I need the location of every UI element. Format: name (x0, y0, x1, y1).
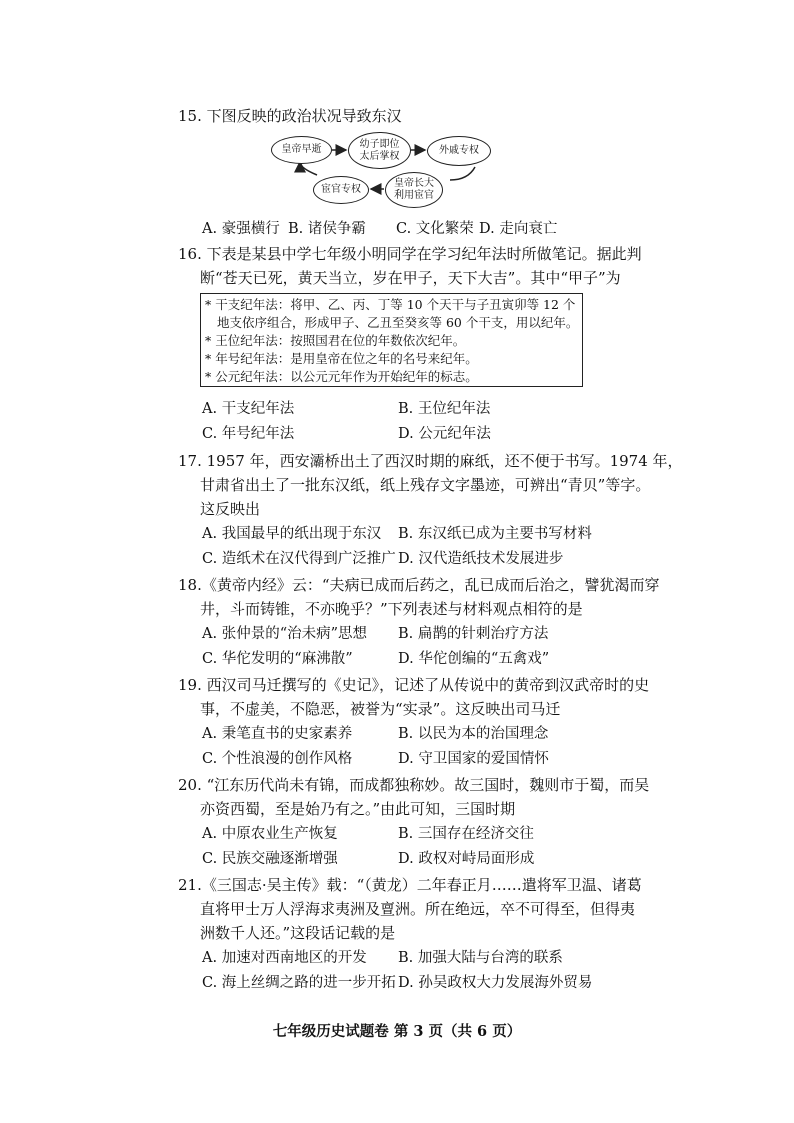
q16-stem-line2: 断“苍天已死，黄天当立，岁在甲子，天下大吉”。其中“甲子”为 (200, 269, 621, 287)
q16-stem-line1: 16. 下表是某县中学七年级小明同学在学习纪年法时所做笔记。据此判 (178, 245, 642, 263)
q20-stem-line2: 亦资西蜀，至是始乃有之。”由此可知，三国时期 (200, 800, 516, 818)
q18-option-d[interactable]: D. 华佗创编的“五禽戏” (398, 651, 550, 667)
q16-option-b[interactable]: B. 王位纪年法 (398, 401, 491, 417)
q17-stem-line1: 17. 1957 年，西安灞桥出土了西汉时期的麻纸，还不便于书写。1974 年， (178, 452, 683, 470)
q15-option-d[interactable]: D. 走向衰亡 (479, 221, 558, 237)
q17-option-d[interactable]: D. 汉代造纸技术发展进步 (398, 551, 564, 567)
q18-option-b[interactable]: B. 扁鹊的针刺治疗方法 (398, 626, 549, 642)
q17-stem-line2: 甘肃省出土了一批东汉纸，纸上残存文字墨迹，可辨出“青贝”等字。 (200, 476, 651, 494)
q17-option-a[interactable]: A. 我国最早的纸出现于东汉 (202, 526, 382, 542)
q18-option-a[interactable]: A. 张仲景的“治未病”思想 (202, 626, 368, 642)
note-line: * 年号纪年法：是用皇帝在位之年的名号来纪年。 (205, 351, 478, 366)
q20-option-b[interactable]: B. 三国存在经济交往 (398, 826, 534, 842)
q19-option-b[interactable]: B. 以民为本的治国理念 (398, 726, 549, 742)
q20-option-c[interactable]: C. 民族交融逐渐增强 (202, 851, 338, 867)
q18-stem-line2: 井，斗而铸锥，不亦晚乎？”下列表述与材料观点相符的是 (200, 600, 583, 618)
q20-option-a[interactable]: A. 中原农业生产恢复 (202, 826, 338, 842)
q16-option-d[interactable]: D. 公元纪年法 (398, 426, 491, 442)
diagram-node-eunuch-power: 宦官专权 (313, 176, 369, 204)
q19-stem-line2: 事，不虚美，不隐恶，被誉为“实录”。这反映出司马迁 (200, 700, 561, 718)
q15-option-c[interactable]: C. 文化繁荣 (396, 221, 474, 237)
q21-option-c[interactable]: C. 海上丝绸之路的进一步开拓 (202, 975, 396, 991)
diagram-node-emperor-uses-eunuchs: 皇帝长大 利用宦官 (385, 172, 443, 208)
q19-option-d[interactable]: D. 守卫国家的爱国情怀 (398, 751, 549, 767)
q17-option-c[interactable]: C. 造纸术在汉代得到广泛推广 (202, 551, 396, 567)
q15-stem: 15. 下图反映的政治状况导致东汉 (178, 107, 402, 125)
q16-notes-box (200, 293, 583, 387)
q19-option-a[interactable]: A. 秉笔直书的史家素养 (202, 726, 353, 742)
q21-stem-line3: 洲数千人还。”这段话记载的是 (200, 924, 396, 942)
q21-stem-line1: 21.《三国志·吴主传》载：“（黄龙）二年春正月……遣将军卫温、诸葛 (178, 876, 642, 894)
q21-option-d[interactable]: D. 孙吴政权大力发展海外贸易 (398, 975, 593, 991)
q18-option-c[interactable]: C. 华佗发明的“麻沸散” (202, 651, 353, 667)
note-line: * 王位纪年法：按照国君在位的年数依次纪年。 (205, 333, 466, 348)
note-line: * 公元纪年法：以公元元年作为开始纪年的标志。 (205, 369, 478, 384)
note-line: * 干支纪年法：将甲、乙、丙、丁等 10 个天干与子丑寅卯等 12 个 (205, 297, 576, 312)
q20-stem-line1: 20. “江东历代尚未有锦，而成都独称妙。故三国时，魏则市于蜀，而吴 (178, 776, 650, 794)
q17-option-b[interactable]: B. 东汉纸已成为主要书写材料 (398, 526, 592, 542)
q16-option-c[interactable]: C. 年号纪年法 (202, 426, 295, 442)
diagram-node-young-emperor: 幼子即位 太后掌权 (348, 132, 411, 169)
q21-option-b[interactable]: B. 加强大陆与台湾的联系 (398, 950, 563, 966)
q19-stem-line1: 19. 西汉司马迁撰写的《史记》，记述了从传说中的黄帝到汉武帝时的史 (178, 676, 650, 694)
q15-option-a[interactable]: A. 豪强横行 (202, 221, 280, 237)
q18-stem-line1: 18.《黄帝内经》云：“夫病已成而后药之，乱已成而后治之，譬犹渴而穿 (178, 576, 660, 594)
q21-stem-line2: 直将甲士万人浮海求夷洲及亶洲。所在绝远，卒不可得至，但得夷 (200, 900, 636, 918)
q17-stem-line3: 这反映出 (200, 500, 261, 518)
diagram-node-consort-clan-power: 外戚专权 (427, 136, 491, 166)
q21-option-a[interactable]: A. 加速对西南地区的开发 (202, 950, 367, 966)
page-footer: 七年级历史试题卷 第 3 页（共 6 页） (272, 1023, 522, 1040)
q16-option-a[interactable]: A. 干支纪年法 (202, 401, 295, 417)
q20-option-d[interactable]: D. 政权对峙局面形成 (398, 851, 535, 867)
q15-option-b[interactable]: B. 诸侯争霸 (288, 221, 366, 237)
q19-option-c[interactable]: C. 个性浪漫的创作风格 (202, 751, 353, 767)
diagram-node-emperor-early-death: 皇帝早逝 (271, 136, 332, 164)
note-line: 地支依序组合，形成甲子、乙丑至癸亥等 60 个干支，用以纪年。 (217, 315, 579, 330)
